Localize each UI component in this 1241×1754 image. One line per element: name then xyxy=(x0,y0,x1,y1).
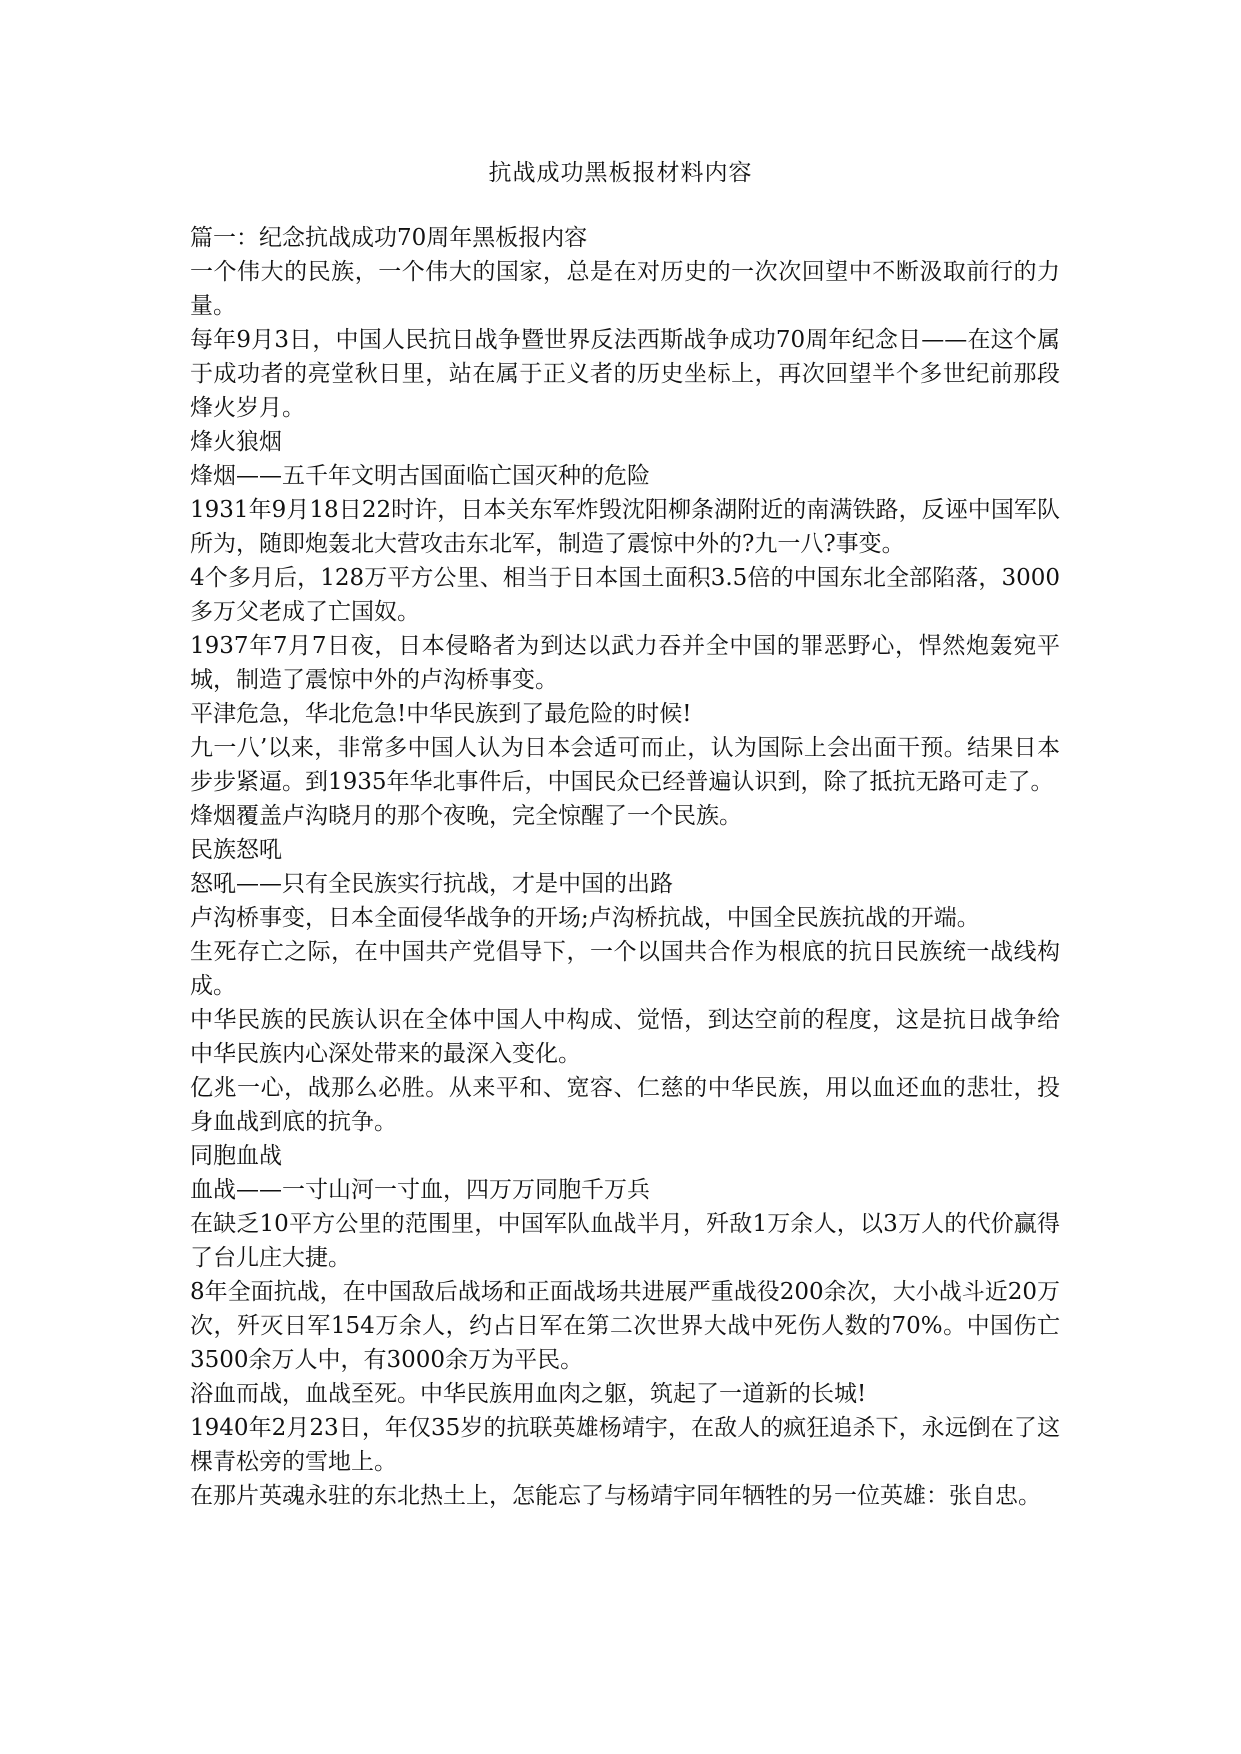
paragraph: 一个伟大的民族，一个伟大的国家，总是在对历史的一次次回望中不断汲取前行的力量。 xyxy=(190,259,1060,319)
subheading: 民族怒吼 xyxy=(190,837,282,863)
section-heading: 篇一：纪念抗战成功70周年黑板报内容 xyxy=(190,225,588,251)
paragraph: 平津危急，华北危急!中华民族到了最危险的时候! xyxy=(190,701,692,727)
subheading: 烽火狼烟 xyxy=(190,429,282,455)
paragraph: 每年9月3日，中国人民抗日战争暨世界反法西斯战争成功70周年纪念日——在这个属于成功者的亮堂秋日里，站在属于正义者的历史坐标上，再次回望半个多世纪前那段烽火岁月。 xyxy=(190,327,1060,421)
document-body xyxy=(190,221,1060,1513)
paragraph: 亿兆一心，战那么必胜。从来平和、宽容、仁慈的中华民族，用以血还血的悲壮，投身血战到底的抗争。 xyxy=(190,1075,1060,1135)
paragraph: 1931年9月18日22时许，日本关东军炸毁沈阳柳条湖附近的南满铁路，反诬中国军队所为，随即炮轰北大营攻击东北军，制造了震惊中外的?九一八?事变。 xyxy=(190,497,1060,557)
paragraph: 烽烟覆盖卢沟晓月的那个夜晚，完全惊醒了一个民族。 xyxy=(190,803,742,829)
paragraph: 浴血而战，血战至死。中华民族用血肉之躯，筑起了一道新的长城! xyxy=(190,1381,867,1407)
subheading: 烽烟——五千年文明古国面临亡国灭种的危险 xyxy=(190,463,650,489)
paragraph: 在缺乏10平方公里的范围里，中国军队血战半月，歼敌1万余人，以3万人的代价赢得了台儿庄大捷。 xyxy=(190,1211,1060,1271)
document-title: 抗战成功黑板报材料内容 xyxy=(488,160,753,186)
paragraph: 在那片英魂永驻的东北热土上，怎能忘了与杨靖宇同年牺牲的另一位英雄：张自忠。 xyxy=(190,1483,1041,1509)
paragraph: 4个多月后，128万平方公里、相当于日本国土面积3.5倍的中国东北全部陷落，3000多万父老成了亡国奴。 xyxy=(190,565,1060,625)
paragraph: 卢沟桥事变，日本全面侵华战争的开场;卢沟桥抗战，中国全民族抗战的开端。 xyxy=(190,905,980,931)
paragraph: 九一八’以来，非常多中国人认为日本会适可而止，认为国际上会出面干预。结果日本步步紧逼。到1935年华北事件后，中国民众已经普遍认识到，除了抵抗无路可走了。 xyxy=(190,735,1060,795)
subheading: 怒吼——只有全民族实行抗战，才是中国的出路 xyxy=(190,871,673,897)
subheading: 血战——一寸山河一寸血，四万万同胞千万兵 xyxy=(190,1177,650,1203)
paragraph: 生死存亡之际，在中国共产党倡导下，一个以国共合作为根底的抗日民族统一战线构成。 xyxy=(190,939,1060,999)
paragraph: 8年全面抗战，在中国敌后战场和正面战场共进展严重战役200余次，大小战斗近20万次，歼灭日军154万余人，约占日军在第二次世界大战中死伤人数的70%。中国伤亡3500余万人中，有3000余万为平民。 xyxy=(190,1279,1060,1373)
paragraph: 1937年7月7日夜，日本侵略者为到达以武力吞并全中国的罪恶野心，悍然炮轰宛平城，制造了震惊中外的卢沟桥事变。 xyxy=(190,633,1060,693)
paragraph: 1940年2月23日，年仅35岁的抗联英雄杨靖宇，在敌人的疯狂追杀下，永远倒在了这棵青松旁的雪地上。 xyxy=(190,1415,1060,1475)
paragraph: 中华民族的民族认识在全体中国人中构成、觉悟，到达空前的程度，这是抗日战争给中华民族内心深处带来的最深入变化。 xyxy=(190,1007,1060,1067)
subheading: 同胞血战 xyxy=(190,1143,282,1169)
